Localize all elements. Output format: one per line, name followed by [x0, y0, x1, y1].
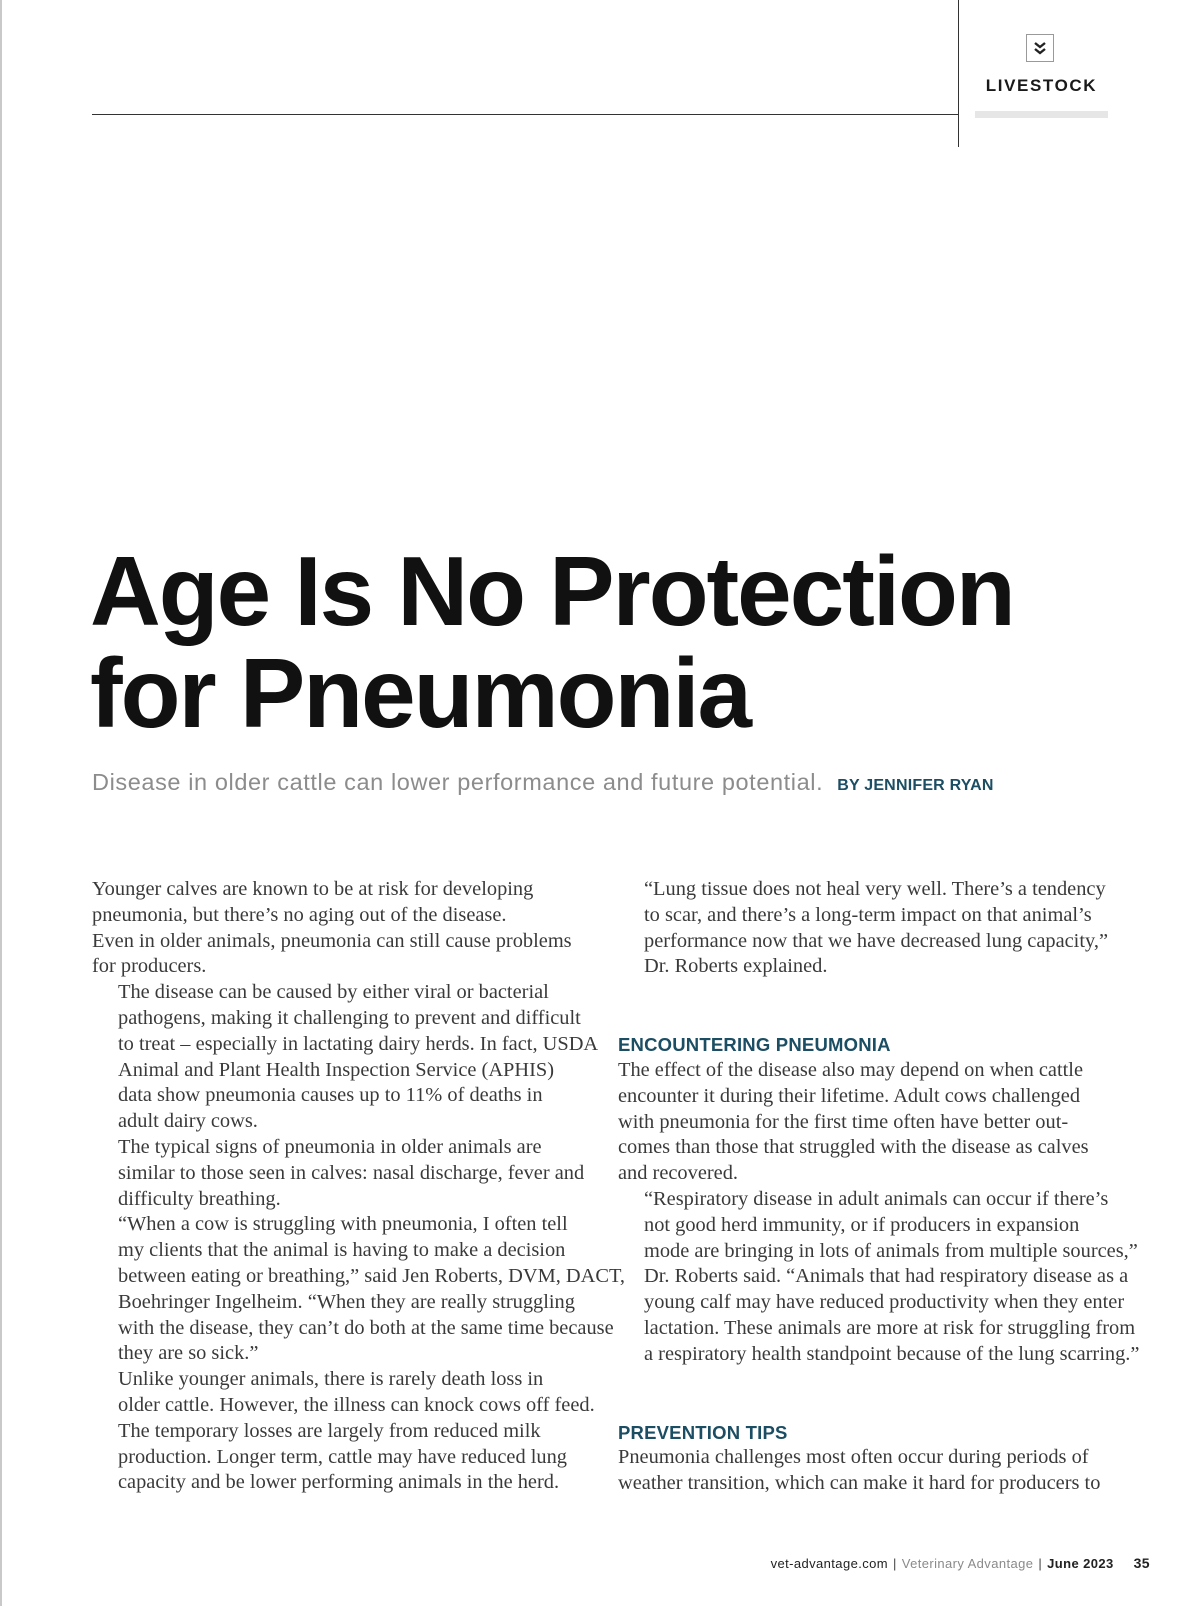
- text-line: not good herd immunity, or if producers in expansion: [644, 1213, 1080, 1236]
- header-rule: [92, 114, 958, 115]
- text-line: capacity and be lower performing animals in the herd.: [118, 1471, 560, 1494]
- text-line: Animal and Plant Health Inspection Service (APHIS): [118, 1058, 555, 1081]
- text-line: difficulty breathing.: [118, 1187, 281, 1210]
- text-line: Dr. Roberts explained.: [644, 955, 828, 978]
- text-line: Unlike younger animals, there is rarely death loss in: [118, 1368, 544, 1391]
- text-line: young calf may have reduced productivity when they enter: [644, 1291, 1125, 1314]
- body-paragraph: [618, 1187, 1140, 1368]
- text-line: they are so sick.”: [118, 1342, 259, 1365]
- text-line: comes than those that struggled with the disease as calves: [618, 1136, 1089, 1159]
- text-line: Pneumonia challenges most often occur during periods of: [618, 1446, 1089, 1469]
- article-dek: Disease in older cattle can lower performance and future potential.: [92, 769, 824, 795]
- text-line: The typical signs of pneumonia in older animals are: [118, 1135, 542, 1158]
- text-line: The temporary losses are largely from reduced milk: [118, 1419, 541, 1442]
- text-line: to treat – especially in lactating dairy herds. In fact, USDA: [118, 1032, 599, 1055]
- double-chevron-down-icon: [1026, 34, 1054, 62]
- footer-separator: |: [892, 1556, 897, 1571]
- body-paragraph: [92, 980, 599, 1135]
- text-line: for producers.: [92, 955, 207, 978]
- text-line: data show pneumonia causes up to 11% of deaths in: [118, 1084, 543, 1107]
- body-paragraph: [92, 1212, 625, 1367]
- headline-line: for Pneumonia: [90, 638, 751, 748]
- header-divider: [958, 0, 959, 147]
- text-line: performance now that we have decreased lung capacity,”: [644, 929, 1109, 952]
- text-line: with pneumonia for the first time often have better out-: [618, 1110, 1069, 1133]
- text-line: production. Longer term, cattle may have reduced lung: [118, 1445, 567, 1468]
- body-paragraph: [92, 1367, 595, 1496]
- text-line: Even in older animals, pneumonia can still cause problems: [92, 929, 572, 952]
- text-line: Younger calves are known to be at risk for developing: [92, 878, 534, 900]
- text-line: encounter it during their lifetime. Adult cows challenged: [618, 1084, 1081, 1107]
- text-line: mode are bringing in lots of animals from multiple sources,”: [644, 1239, 1138, 1262]
- section-spacer: [618, 980, 1118, 1032]
- dek-line: [92, 769, 1132, 796]
- footer-publication: Veterinary Advantage: [901, 1556, 1034, 1571]
- text-line: The effect of the disease also may depend on when cattle: [618, 1058, 1084, 1081]
- text-line: my clients that the animal is having to make a decision: [118, 1239, 566, 1262]
- footer-date: June 2023: [1047, 1556, 1114, 1571]
- subhead-encountering: ENCOUNTERING PNEUMONIA: [618, 1034, 891, 1056]
- text-line: lactation. These animals are more at risk for struggling from: [644, 1316, 1136, 1339]
- footer-separator: |: [1038, 1556, 1043, 1571]
- section-spacer: [618, 1368, 1118, 1420]
- text-line: pneumonia, but there’s no aging out of the disease.: [92, 903, 507, 926]
- body-paragraph: [92, 877, 592, 980]
- body-paragraph: [618, 877, 1118, 980]
- right-column: [618, 877, 1140, 1497]
- text-line: “When a cow is struggling with pneumonia, I often tell: [118, 1213, 568, 1236]
- page-number: 35: [1133, 1555, 1150, 1571]
- text-line: similar to those seen in calves: nasal discharge, fever and: [118, 1161, 585, 1184]
- text-line: older cattle. However, the illness can knock cows off feed.: [118, 1393, 595, 1416]
- article-headline: [90, 536, 1140, 748]
- headline-line: Age Is No Protection: [90, 536, 1014, 646]
- text-line: Boehringer Ingelheim. “When they are really struggling: [118, 1290, 575, 1313]
- section-label: LIVESTOCK: [985, 76, 1098, 95]
- text-line: The disease can be caused by either viral or bacterial: [118, 981, 549, 1004]
- text-line: pathogens, making it challenging to prevent and difficult: [118, 1006, 581, 1029]
- subhead-prevention: PREVENTION TIPS: [618, 1421, 788, 1443]
- text-line: “Lung tissue does not heal very well. There’s a tendency: [644, 878, 1106, 900]
- body-paragraph: [618, 1058, 1118, 1187]
- text-line: between eating or breathing,” said Jen Roberts, DVM, DACT,: [118, 1264, 625, 1287]
- footer-site: vet-advantage.com: [770, 1556, 888, 1571]
- text-line: and recovered.: [618, 1162, 739, 1185]
- left-column: [92, 877, 625, 1496]
- page-footer: [700, 1555, 1150, 1571]
- text-line: a respiratory health standpoint because of the lung scarring.”: [644, 1342, 1140, 1365]
- text-line: “Respiratory disease in adult animals can occur if there’s: [644, 1187, 1109, 1210]
- section-underline: [975, 111, 1108, 118]
- body-paragraph: [618, 1445, 1118, 1497]
- page-edge: [0, 0, 2, 1606]
- text-line: with the disease, they can’t do both at the same time because: [118, 1316, 614, 1339]
- article-byline: BY JENNIFER RYAN: [837, 777, 994, 794]
- text-line: Dr. Roberts said. “Animals that had respiratory disease as a: [644, 1265, 1129, 1288]
- text-line: adult dairy cows.: [118, 1110, 258, 1133]
- text-line: to scar, and there’s a long-term impact on that animal’s: [644, 903, 1092, 926]
- body-paragraph: [92, 1135, 592, 1212]
- text-line: weather transition, which can make it hard for producers to: [618, 1472, 1101, 1495]
